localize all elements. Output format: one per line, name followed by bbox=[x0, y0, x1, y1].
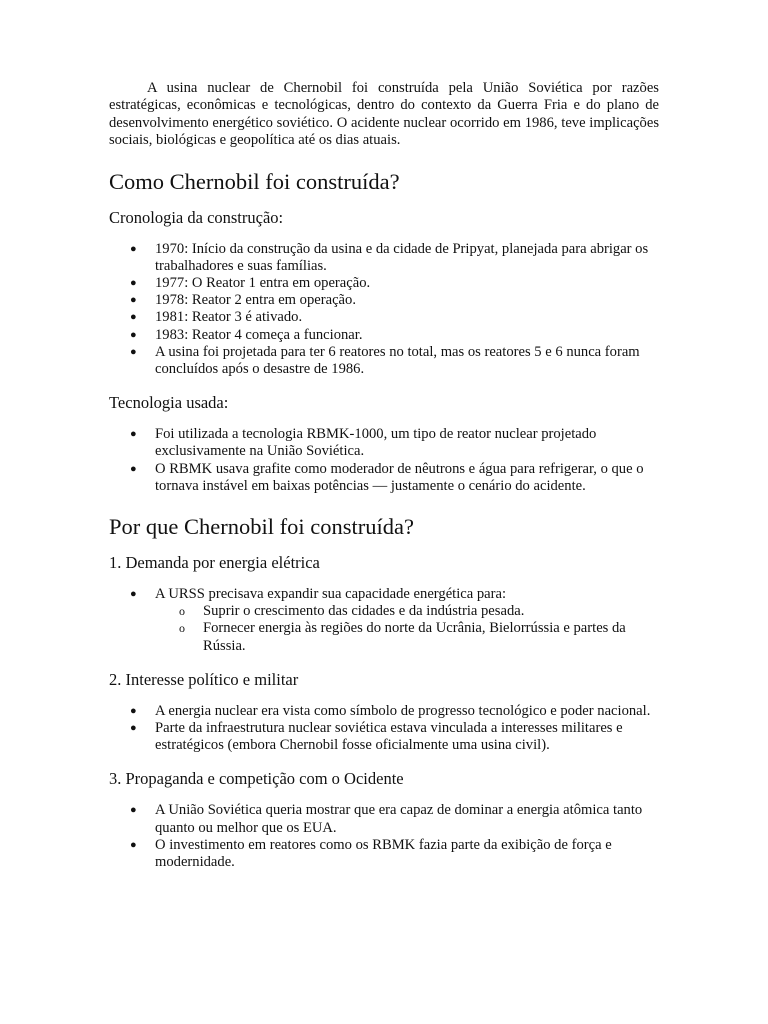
bullet-icon: ● bbox=[130, 722, 137, 735]
bullet-icon: ● bbox=[130, 345, 137, 358]
section-heading-por-que: Por que Chernobil foi construída? bbox=[109, 514, 414, 540]
sub-list-item: o Fornecer energia às regiões do norte da Ucrânia, Bielorrússia e partes da Rússia. bbox=[179, 620, 626, 654]
interesse-list bbox=[109, 703, 659, 755]
cronologia-list bbox=[109, 241, 659, 379]
list-item: ● A União Soviética queria mostrar que era capaz de dominar a energia atômica tanto quanto ou melhor que os EUA. bbox=[130, 802, 643, 836]
bullet-icon: ● bbox=[130, 804, 137, 817]
list-item: ● A URSS precisava expandir sua capacidade energética para: bbox=[130, 586, 507, 603]
demanda-list bbox=[109, 586, 659, 655]
circle-bullet-icon: o bbox=[179, 621, 185, 636]
bullet-icon: ● bbox=[130, 462, 137, 475]
bullet-icon: ● bbox=[130, 328, 137, 341]
list-item: ● Foi utilizada a tecnologia RBMK-1000, um tipo de reator nuclear projetado exclusivamente na União Soviética. bbox=[130, 426, 597, 460]
list-item: ● 1981: Reator 3 é ativado. bbox=[130, 309, 303, 326]
list-item: ● 1978: Reator 2 entra em operação. bbox=[130, 292, 356, 309]
bullet-icon: ● bbox=[130, 311, 137, 324]
list-item: ● 1983: Reator 4 começa a funcionar. bbox=[130, 326, 363, 343]
bullet-icon: ● bbox=[130, 294, 137, 307]
bullet-icon: ● bbox=[130, 838, 137, 851]
document-body bbox=[109, 80, 659, 871]
list-item: ● 1977: O Reator 1 entra em operação. bbox=[130, 275, 371, 292]
bullet-icon: ● bbox=[130, 277, 137, 290]
subheading-cronologia: Cronologia da construção: bbox=[109, 207, 284, 227]
list-item: ● 1970: Início da construção da usina e da cidade de Pripyat, planejada para abrigar os trabalhadores e suas famílias. bbox=[130, 240, 649, 274]
bullet-icon: ● bbox=[130, 588, 137, 601]
subheading-propaganda: 3. Propaganda e competição com o Ocidente bbox=[109, 769, 404, 789]
list-item: ● O investimento em reatores como os RBMK fazia parte da exibição de força e modernidade. bbox=[130, 836, 612, 871]
list-item: ● A energia nuclear era vista como símbolo de progresso tecnológico e poder nacional. bbox=[130, 702, 651, 719]
bullet-icon: ● bbox=[130, 704, 137, 717]
list-item: ● Parte da infraestrutura nuclear soviética estava vinculada a interesses militares e estratégicos (embora Chernobil fosse oficialmente uma usina civil). bbox=[130, 720, 623, 754]
section-heading-como: Como Chernobil foi construída? bbox=[109, 168, 400, 194]
intro-paragraph: A usina nuclear de Chernobil foi construída pela União Soviética por razões estratégicas, econômicas e tecnológicas, dentro do contexto da Guerra Fria e do plano de desenvolvimento energético soviético. O acidente nuclear ocorrido em 1986, teve implicações sociais, biológicas e geopolítica até os dias atuais. bbox=[109, 80, 659, 149]
circle-bullet-icon: o bbox=[179, 604, 185, 619]
tecnologia-list bbox=[109, 426, 659, 495]
propaganda-list bbox=[109, 802, 659, 871]
list-item: ● A usina foi projetada para ter 6 reatores no total, mas os reatores 5 e 6 nunca foram concluídos após o desastre de 1986. bbox=[130, 343, 640, 378]
sub-list-item: o Suprir o crescimento das cidades e da indústria pesada. bbox=[179, 603, 525, 620]
bullet-icon: ● bbox=[130, 242, 137, 255]
bullet-icon: ● bbox=[130, 428, 137, 441]
subheading-tecnologia: Tecnologia usada: bbox=[109, 393, 229, 413]
list-item: ● O RBMK usava grafite como moderador de nêutrons e água para refrigerar, o que o tornava instável em baixas potências — justamente o cenário do acidente. bbox=[130, 460, 644, 494]
subheading-interesse: 2. Interesse político e militar bbox=[109, 669, 299, 689]
subheading-demanda: 1. Demanda por energia elétrica bbox=[109, 553, 320, 573]
